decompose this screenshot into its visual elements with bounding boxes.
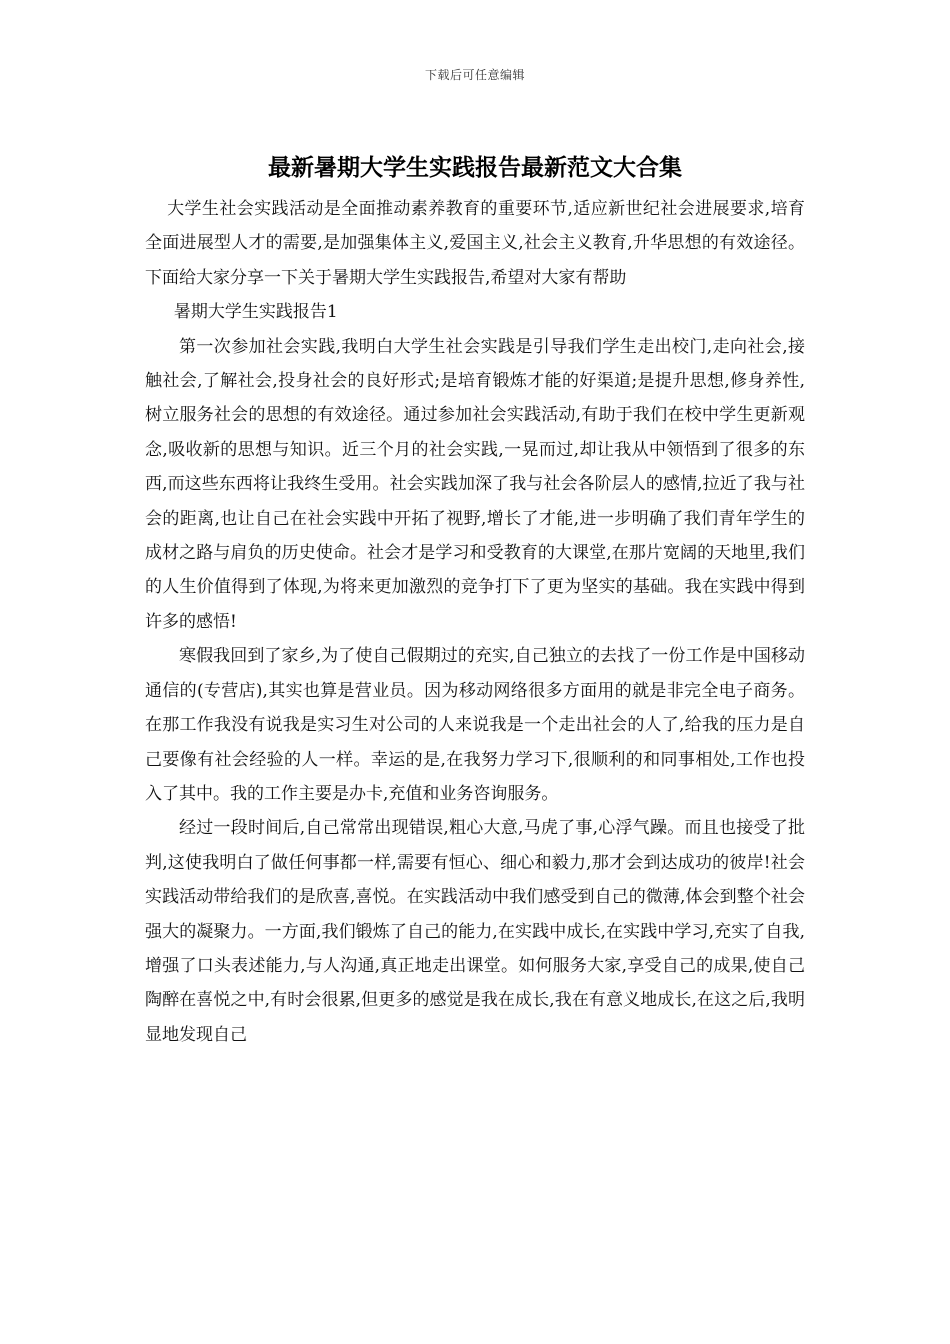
intro-paragraph: 大学生社会实践活动是全面推动素养教育的重要环节,适应新世纪社会进展要求,培育全面进展型人才的需要,是加强集体主义,爱国主义,社会主义教育,升华思想的有效途径。下面给大家分享一下关于暑期大学生实践报告,希望对大家有帮助 [145, 199, 805, 288]
body-paragraph: 经过一段时间后,自己常常出现错误,粗心大意,马虎了事,心浮气躁。而且也接受了批判,这使我明白了做任何事都一样,需要有恒心、细心和毅力,那才会到达成功的彼岸!社会实践活动带给我们的是欣喜,喜悦。在实践活动中我们感受到自己的微薄,体会到整个社会强大的凝聚力。一方面,我们锻炼了自己的能力,在实践中成长,在实践中学习,充实了自我,增强了口头表述能力,与人沟通,真正地走出课堂。如何服务大家,享受自己的成果,使自己陶醉在喜悦之中,有时会很累,但更多的感觉是我在成长,我在有意义地成长,在这之后,我明显地发现自己 [145, 818, 805, 1045]
document-body [145, 192, 805, 1052]
body-paragraph: 寒假我回到了家乡,为了使自己假期过的充实,自己独立的去找了一份工作是中国移动通信的(专营店),其实也算是营业员。因为移动网络很多方面用的就是非完全电子商务。在那工作我没有说我是实习生对公司的人来说我是一个走出社会的人了,给我的压力是自己要像有社会经验的人一样。幸运的是,在我努力学习下,很顺利的和同事相处,工作也投入了其中。我的工作主要是办卡,充值和业务咨询服务。 [145, 646, 805, 804]
document-title: 最新暑期大学生实践报告最新范文大合集 [268, 154, 682, 181]
header-note: 下载后可任意编辑 [424, 68, 525, 82]
section-heading: 暑期大学生实践报告1 [173, 302, 338, 323]
body-paragraph: 第一次参加社会实践,我明白大学生社会实践是引导我们学生走出校门,走向社会,接触社会,了解社会,投身社会的良好形式;是培育锻炼才能的好渠道;是提升思想,修身养性,树立服务社会的思想的有效途径。通过参加社会实践活动,有助于我们在校中学生更新观念,吸收新的思想与知识。近三个月的社会实践,一晃而过,却让我从中领悟到了很多的东西,而这些东西将让我终生受用。社会实践加深了我与社会各阶层人的感情,拉近了我与社会的距离,也让自己在社会实践中开拓了视野,增长了才能,进一步明确了我们青年学生的成材之路与肩负的历史使命。社会才是学习和受教育的大课堂,在那片宽阔的天地里,我们的人生价值得到了体现,为将来更加激烈的竞争打下了更为坚实的基础。我在实践中得到许多的感悟! [145, 336, 805, 632]
